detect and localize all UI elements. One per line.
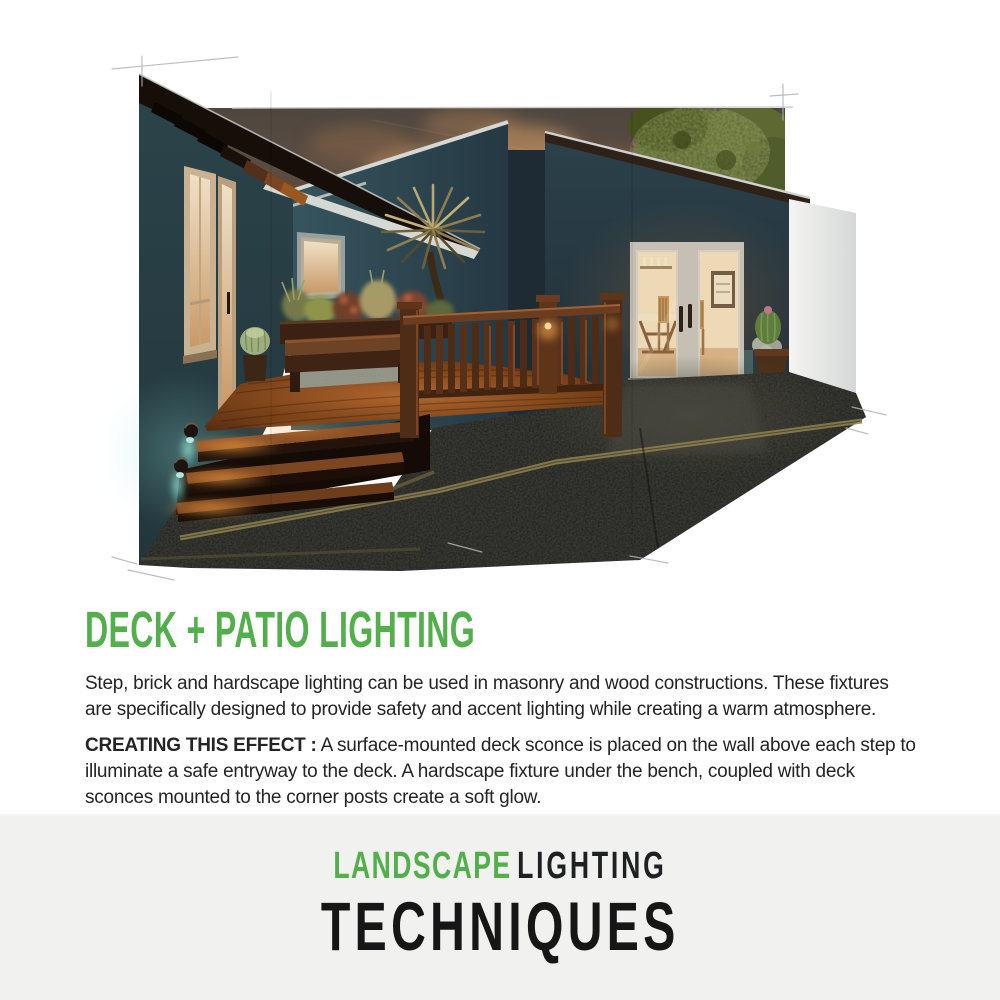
post-light-glow	[605, 317, 619, 331]
effect-label: CREATING THIS EFFECT :	[85, 735, 317, 756]
door-handle	[688, 304, 692, 328]
gray-end-wall	[789, 199, 856, 393]
illustration-top-edge	[232, 107, 793, 108]
balusters	[424, 316, 599, 394]
paragraph-text: A surface-mounted deck sconce is placed on the wall above each step to	[316, 735, 916, 756]
paragraph-line	[85, 733, 965, 759]
small-window	[297, 232, 345, 300]
railing-post	[600, 293, 625, 437]
patio-side-door	[218, 176, 236, 420]
brand-landscape: LANDSCAPE	[333, 845, 512, 887]
paragraph-line: illuminate a safe entryway to the deck. A hardscape fixture under the bench, coupled with deck	[85, 761, 855, 782]
page-title: DECK + PATIO LIGHTING	[85, 601, 476, 658]
effect-paragraph	[85, 733, 965, 811]
door-handle	[227, 292, 230, 314]
footer-banner	[0, 814, 1000, 1000]
intro-paragraph	[85, 671, 965, 723]
series-title: TECHNIQUES	[320, 888, 680, 965]
tall-window	[183, 166, 217, 364]
brand-lighting: LIGHTING	[517, 845, 667, 887]
door-handle	[679, 306, 683, 332]
article-section	[85, 601, 965, 811]
cactus-flower	[764, 306, 772, 314]
brand-line	[0, 847, 1000, 885]
paragraph-line: are specifically designed to provide safety and accent lighting while creating a warm atmosphere.	[85, 699, 877, 720]
paragraph-line: Step, brick and hardscape lighting can be used in masonry and wood constructions. These fixtures	[85, 673, 889, 694]
paragraph-line: sconces mounted to the corner posts create a soft glow.	[85, 787, 542, 808]
